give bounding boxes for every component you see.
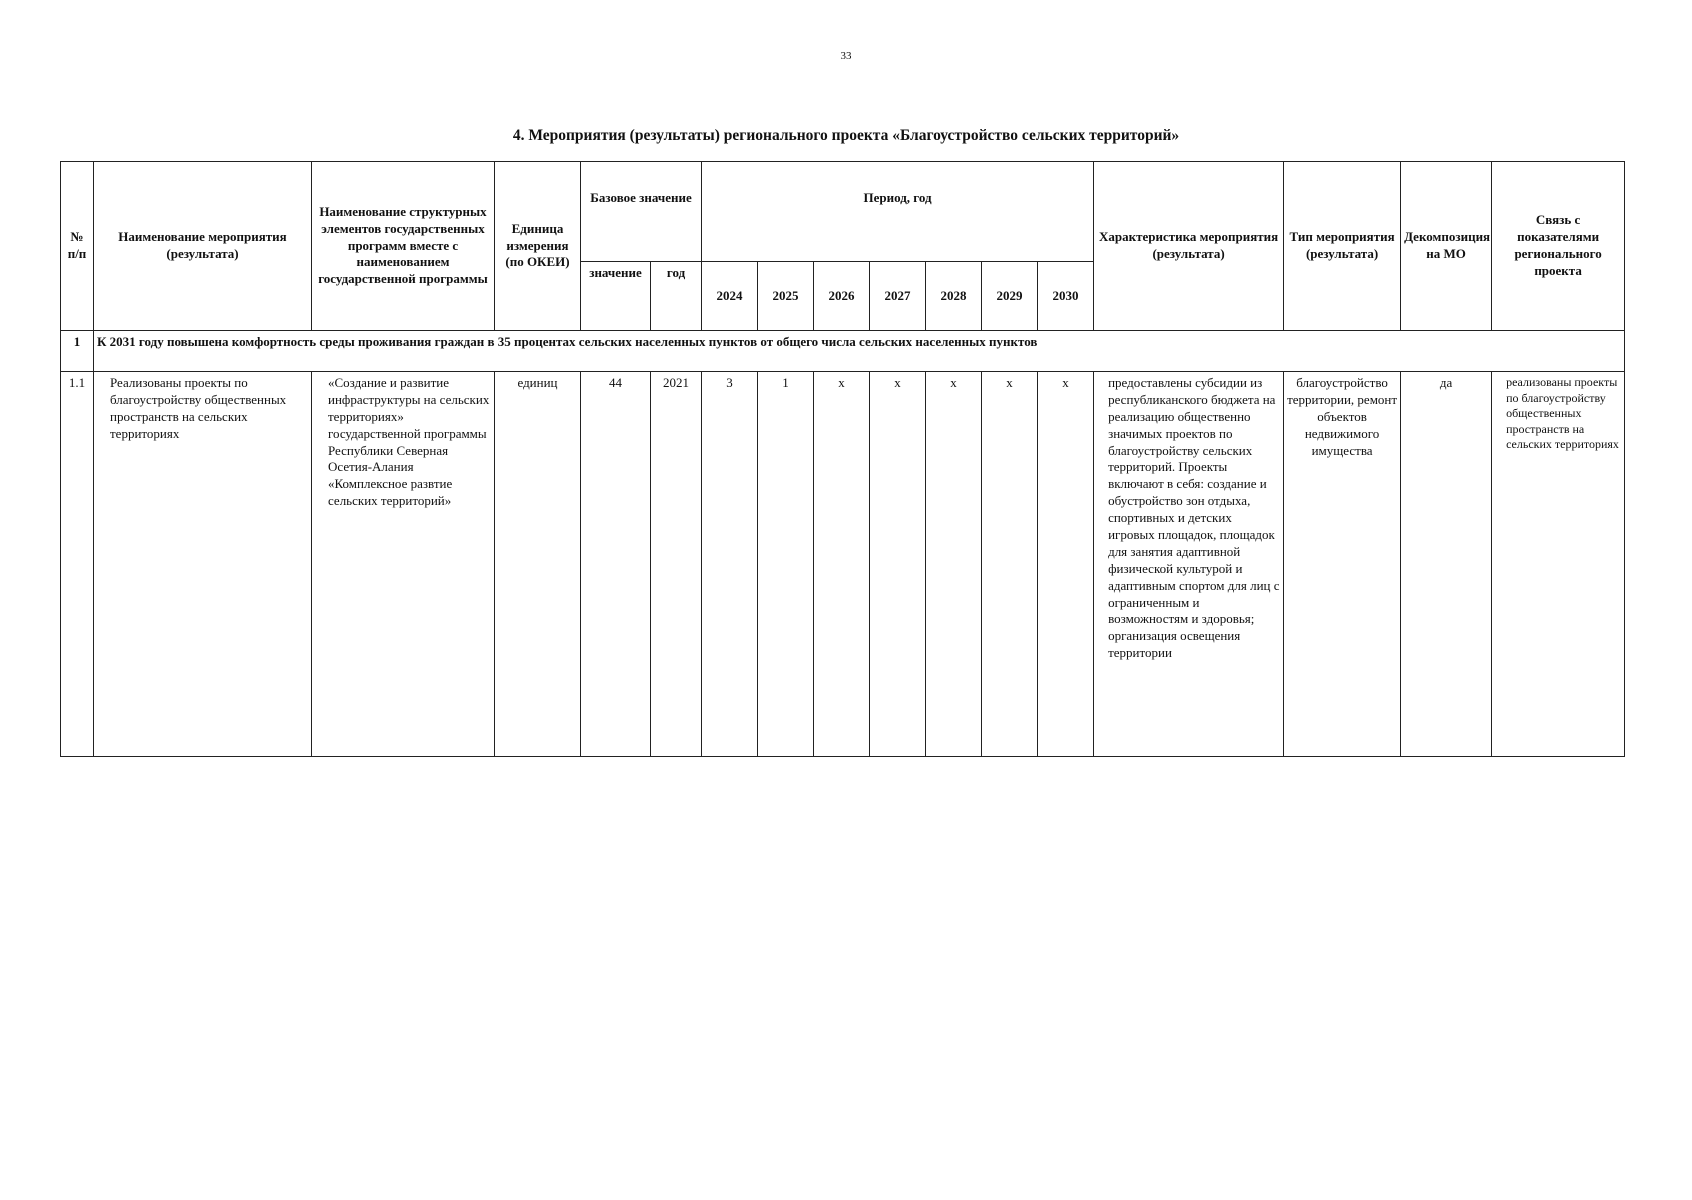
row-link: реализованы проекты по благоустройству общественных пространств на сельских территориях xyxy=(1492,372,1625,757)
header-period: Период, год xyxy=(702,162,1094,262)
header-year-2026: 2026 xyxy=(814,262,870,331)
header-year-2028: 2028 xyxy=(926,262,982,331)
table-row xyxy=(61,372,1625,757)
row-structural: «Создание и развитие инфраструктуры на сельских территориях» государственной программы Республики Северная Осетия-Алания «Комплексное развтие сельских территорий» xyxy=(312,372,495,757)
header-link: Связь с показателями регионального проекта xyxy=(1492,162,1625,331)
page-number: 33 xyxy=(840,50,852,62)
row-base-year: 2021 xyxy=(651,372,702,757)
row-base-value: 44 xyxy=(581,372,651,757)
header-year-2025: 2025 xyxy=(758,262,814,331)
goal-text: К 2031 году повышена комфортность среды проживания граждан в 35 процентах сельских населенных пунктов от общего числа сельских населенных пунктов xyxy=(94,331,1625,372)
header-structural: Наименование структурных элементов государственных программ вместе с наименованием государственной программы xyxy=(312,162,495,331)
row-decomposition: да xyxy=(1401,372,1492,757)
header-base-value: значение xyxy=(581,262,651,331)
header-year-2027: 2027 xyxy=(870,262,926,331)
row-year-2028: х xyxy=(926,372,982,757)
header-unit: Единица измерения (по ОКЕИ) xyxy=(495,162,581,331)
header-year-2024: 2024 xyxy=(702,262,758,331)
header-decomposition: Декомпозиция на МО xyxy=(1401,162,1492,331)
row-unit: единиц xyxy=(495,372,581,757)
header-base: Базовое значение xyxy=(581,162,702,262)
goal-number: 1 xyxy=(61,331,94,372)
row-year-2027: х xyxy=(870,372,926,757)
row-name: Реализованы проекты по благоустройству общественных пространств на сельских территориях xyxy=(94,372,312,757)
row-year-2025: 1 xyxy=(758,372,814,757)
events-table xyxy=(60,161,1625,757)
header-year-2030: 2030 xyxy=(1038,262,1094,331)
header-name: Наименование мероприятия (результата) xyxy=(94,162,312,331)
row-year-2024: 3 xyxy=(702,372,758,757)
row-num: 1.1 xyxy=(61,372,94,757)
header-characteristic: Характеристика мероприятия (результата) xyxy=(1094,162,1284,331)
row-year-2029: х xyxy=(982,372,1038,757)
header-num: № п/п xyxy=(61,162,94,331)
document-title: 4. Мероприятия (результаты) регионального проекта «Благоустройство сельских территорий» xyxy=(512,127,1180,144)
row-type: благоустройство территории, ремонт объектов недвижимого имущества xyxy=(1284,372,1401,757)
row-year-2030: х xyxy=(1038,372,1094,757)
header-base-year: год xyxy=(651,262,702,331)
header-year-2029: 2029 xyxy=(982,262,1038,331)
row-characteristic: предоставлены субсидии из республиканского бюджета на реализацию общественно значимых проектов по благоустройству сельских территорий. Проекты включают в себя: создание и обустройство зон отдыха, спортивных и детских игровых площадок, площадок для занятия адаптивной физической культурой и адаптивным спортом для лиц с ограниченным и возможностям и здоровья; организация освещения территории xyxy=(1094,372,1284,757)
row-year-2026: х xyxy=(814,372,870,757)
goal-row xyxy=(61,331,1625,372)
header-type: Тип мероприятия (результата) xyxy=(1284,162,1401,331)
